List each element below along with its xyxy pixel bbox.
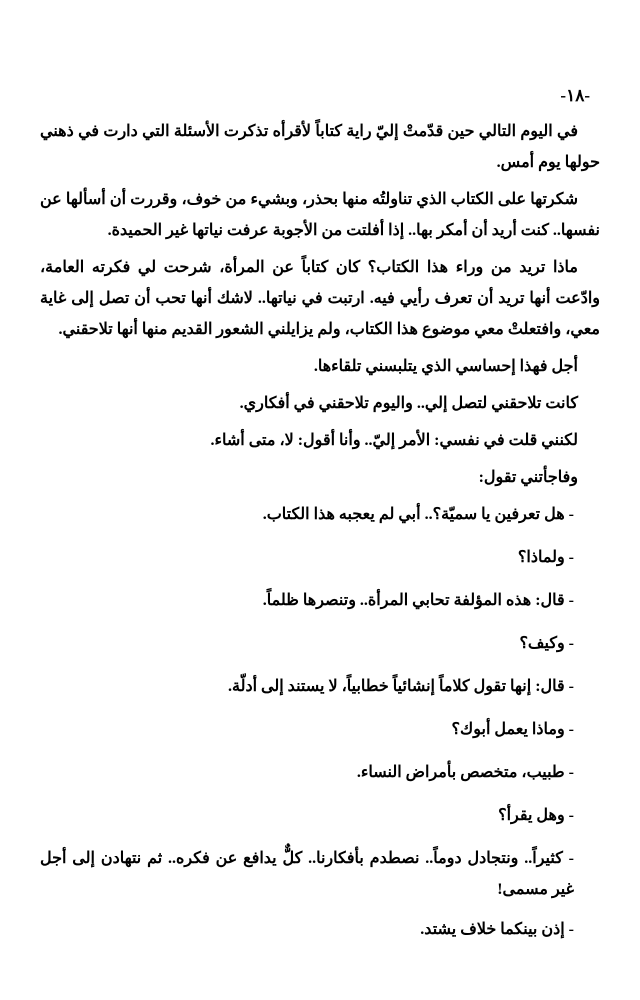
dialogue-line: - وكيف؟ <box>519 635 574 652</box>
paragraph-thanks: شكرتها على الكتاب الذي تناولتُه منها بحذر، وبشيء من خوف، وقررت أن أسألها عن نفسها.. كنت أريد أن أمكر بها.. إذا أفلتت من الأجوبة عرفت نياتها غير الحميدة. <box>40 191 600 239</box>
dialogue-line: - قال: هذه المؤلفة تحابي المرأة.. وتنصرها ظلماً. <box>262 592 574 609</box>
dialogue-line: - كثيراً.. ونتجادل دوماً.. نصطدم بأفكارنا.. كلٌّ يدافع عن فكره.. ثم نتهادن إلى أجل غير مسمى! <box>40 850 574 898</box>
paragraph-inner-voice: لكنني قلت في نفسي: الأمر إليّ.. وأنا أقول: لا، متى أشاء. <box>210 432 578 449</box>
page-number: -١٨- <box>560 86 590 105</box>
dialogue-line: - قال: إنها تقول كلاماً إنشائياً خطابياً، لا يستند إلى أدلّة. <box>228 678 574 695</box>
dialogue-line: - ولماذا؟ <box>517 549 574 566</box>
dialogue-line: - طبيب، متخصص بأمراض النساء. <box>356 764 574 781</box>
page-body <box>40 116 600 945</box>
paragraph-feeling: أجل فهذا إحساسي الذي يتلبسني تلقاءها. <box>313 358 578 375</box>
dialogue-line: - وهل يقرأ؟ <box>498 807 574 824</box>
paragraph-surprise: وفاجأتني تقول: <box>478 469 578 486</box>
dialogue-line: - وماذا يعمل أبوك؟ <box>451 721 574 738</box>
paragraph-suspicion: ماذا تريد من وراء هذا الكتاب؟ كان كتاباً عن المرأة، شرحت لي فكرته العامة، وادّعت أنها تريد أن تعرف رأيي فيه. ارتبت في نياتها.. لاشك أنها تحب أن تصل إلى غاية معي، وافتعلتْ معي موضوع هذا الكتاب، ولم يزايلني الشعور القديم منها أنها تلاحقني. <box>40 259 600 338</box>
dialogue-line: - إذن بينكما خلاف يشتد. <box>420 921 574 938</box>
dialogue-line: - هل تعرفين يا سميّة؟.. أبي لم يعجبه هذا الكتاب. <box>262 506 574 523</box>
paragraph-intro: في اليوم التالي حين قدّمتْ إليّ راية كتاباً لأقرأه تذكرت الأسئلة التي دارت في ذهني حولها يوم أمس. <box>40 123 600 171</box>
paragraph-pursuit: كانت تلاحقني لتصل إلي.. واليوم تلاحقني في أفكاري. <box>239 395 578 412</box>
